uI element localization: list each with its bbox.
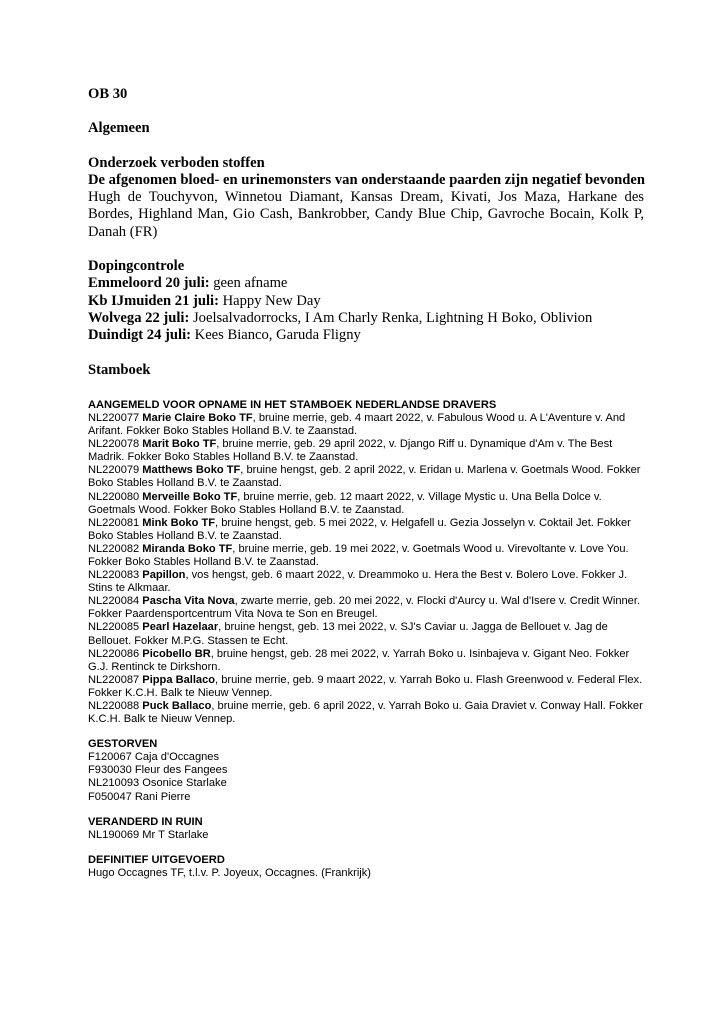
onderzoek-subtitle: De afgenomen bloed- en urinemonsters van onderstaande paarden zijn negatief bevonden [88,171,645,188]
gestorven-heading: GESTORVEN [88,738,158,751]
list-item [88,464,644,490]
list-item: F930030 Fleur des Fangees [88,764,228,777]
entry-id: NL220080 [88,490,143,503]
section-heading-stamboek: Stamboek [88,361,151,378]
entry-name: Marit Boko TF [142,438,217,451]
doping-place: Emmeloord 20 juli: [88,275,210,292]
entry-details: , bruine merrie, geb. 6 april 2022, v. Yarrah Boko u. Gaia Draviet v. Conway Hall. Fokker K.C.H. Balk te Nieuw Vennep. [88,700,643,726]
entry-name: Pascha Vita Nova [142,595,235,608]
entry-id: NL220084 [88,595,143,608]
list-item [88,543,644,569]
list-item [88,674,644,700]
entry-details: , bruine merrie, geb. 29 april 2022, v. Django Riff u. Dynamique d'Am v. The Best Madrik. Fokker Boko Stables Holland B.V. te Zaanstad. [88,438,613,464]
entry-details: , bruine merrie, geb. 9 maart 2022, v. Yarrah Boko u. Flash Greenwood v. Federal Flex. Fokker K.C.H. Balk te Nieuw Vennep. [88,673,643,699]
doping-place: Kb IJmuiden 21 juli: [88,292,219,309]
list-item [88,412,644,438]
entry-name: Picobello BR [142,647,211,660]
entry-name: Matthews Boko TF [142,464,241,477]
list-item [88,621,644,647]
onderzoek-horse-list: Hugh de Touchyvon, Winnetou Diamant, Kansas Dream, Kivati, Jos Maza, Harkane des Bordes, Highland Man, Gio Cash, Bankrobber, Candy Blue Chip, Gavroche Bocain, Kolk P, Danah (FR) [88,189,644,240]
entry-name: Miranda Boko TF [142,542,233,555]
doping-item [88,310,644,327]
entry-id: NL220086 [88,647,143,660]
entry-id: NL220081 [88,516,143,529]
definitief-heading: DEFINITIEF UITGEVOERD [88,853,225,866]
doping-list [88,275,644,344]
doping-text: geen afname [209,275,288,292]
entry-name: Pearl Hazelaar [142,621,219,634]
list-item [88,700,644,726]
doping-text: Happy New Day [218,292,321,309]
section-heading-dopingcontrole: Dopingcontrole [88,258,185,275]
entry-details: , bruine merrie, geb. 4 maart 2022, v. Fabulous Wood u. A L'Aventure v. And Arifant. Fokker Boko Stables Holland B.V. te Zaanstad. [88,411,626,438]
entry-id: NL220082 [88,542,143,555]
entry-id: NL220077 [88,411,143,424]
entry-details: , bruine hengst, geb. 2 april 2022, v. Eridan u. Marlena v. Goetmals Wood. Fokker Boko Stables Holland B.V. te Zaanstad. [88,464,641,490]
doping-item [88,293,644,310]
aangemeld-list [88,412,644,726]
entry-id: NL220078 [88,438,143,451]
doping-item [88,327,644,344]
section-heading-onderzoek: Onderzoek verboden stoffen [88,154,265,171]
entry-details: , bruine hengst, geb. 5 mei 2022, v. Helgafell u. Gezia Josselyn v. Coktail Jet. Fokker Boko Stables Holland B.V. te Zaanstad. [88,516,631,542]
section-heading-algemeen: Algemeen [88,120,150,137]
entry-name: Puck Ballaco [142,700,212,713]
entry-id: NL220079 [88,464,143,477]
entry-id: NL220087 [88,673,143,686]
veranderd-heading: VERANDERD IN RUIN [88,815,203,828]
list-item [88,491,644,517]
list-item [88,648,644,674]
list-item: NL210093 Osonice Starlake [88,777,227,790]
list-item [88,438,644,464]
entry-details: , bruine merrie, geb. 19 mei 2022, v. Goetmals Wood u. Virevoltante v. Love You. Fokker Boko Stables Holland B.V. te Zaanstad. [88,542,629,568]
entry-name: Merveille Boko TF [142,490,238,503]
document-number: OB 30 [88,86,128,102]
entry-details: , bruine merrie, geb. 12 maart 2022, v. Village Mystic u. Una Bella Dolce v. Goetmals Wood. Fokker Boko Stables Holland B.V. te Zaanstad. [88,490,602,516]
entry-details: , bruine hengst, geb. 28 mei 2022, v. Yarrah Boko u. Isinbajeva v. Gigant Neo. Fokker G.J. Rentinck te Dirkshorn. [88,647,630,673]
entry-name: Marie Claire Boko TF [142,411,253,424]
aangemeld-heading: AANGEMELD VOOR OPNAME IN HET STAMBOEK NEDERLANDSE DRAVERS [88,398,497,411]
list-item [88,517,644,543]
list-item: NL190069 Mr T Starlake [88,828,209,841]
entry-id: NL220088 [88,700,143,713]
document-page [88,86,644,880]
entry-id: NL220083 [88,569,143,582]
entry-name: Pippa Ballaco [142,673,216,686]
entry-details: , bruine hengst, geb. 13 mei 2022, v. SJ's Caviar u. Jagga de Bellouet v. Jag de Bellouet. Fokker M.P.G. Stassen te Echt. [88,621,608,647]
list-item [88,569,644,595]
list-item: F120067 Caja d'Occagnes [88,751,220,764]
doping-text: Joelsalvadorrocks, I Am Charly Renka, Lightning H Boko, Oblivion [189,309,593,326]
entry-name: Papillon [142,569,186,582]
doping-text: Kees Bianco, Garuda Fligny [191,327,361,344]
stamboek-section [88,399,644,880]
entry-id: NL220085 [88,621,143,634]
doping-place: Duindigt 24 juli: [88,327,191,344]
list-item: F050047 Rani Pierre [88,790,191,803]
entry-name: Mink Boko TF [142,516,216,529]
serif-section [88,86,644,379]
entry-details: , vos hengst, geb. 6 maart 2022, v. Dreammoko u. Hera the Best v. Bolero Love. Fokker J. Stins te Alkmaar. [88,569,628,595]
doping-item [88,275,644,292]
list-item: Hugo Occagnes TF, t.l.v. P. Joyeux, Occagnes. (Frankrijk) [88,866,371,879]
list-item [88,595,644,621]
entry-details: , zwarte merrie, geb. 20 mei 2022, v. Flocki d'Aurcy u. Wal d'Isere v. Credit Winner. Fokker Paardensportcentrum Vita Nova te Son en Breugel. [88,595,640,621]
doping-place: Wolvega 22 juli: [88,309,190,326]
